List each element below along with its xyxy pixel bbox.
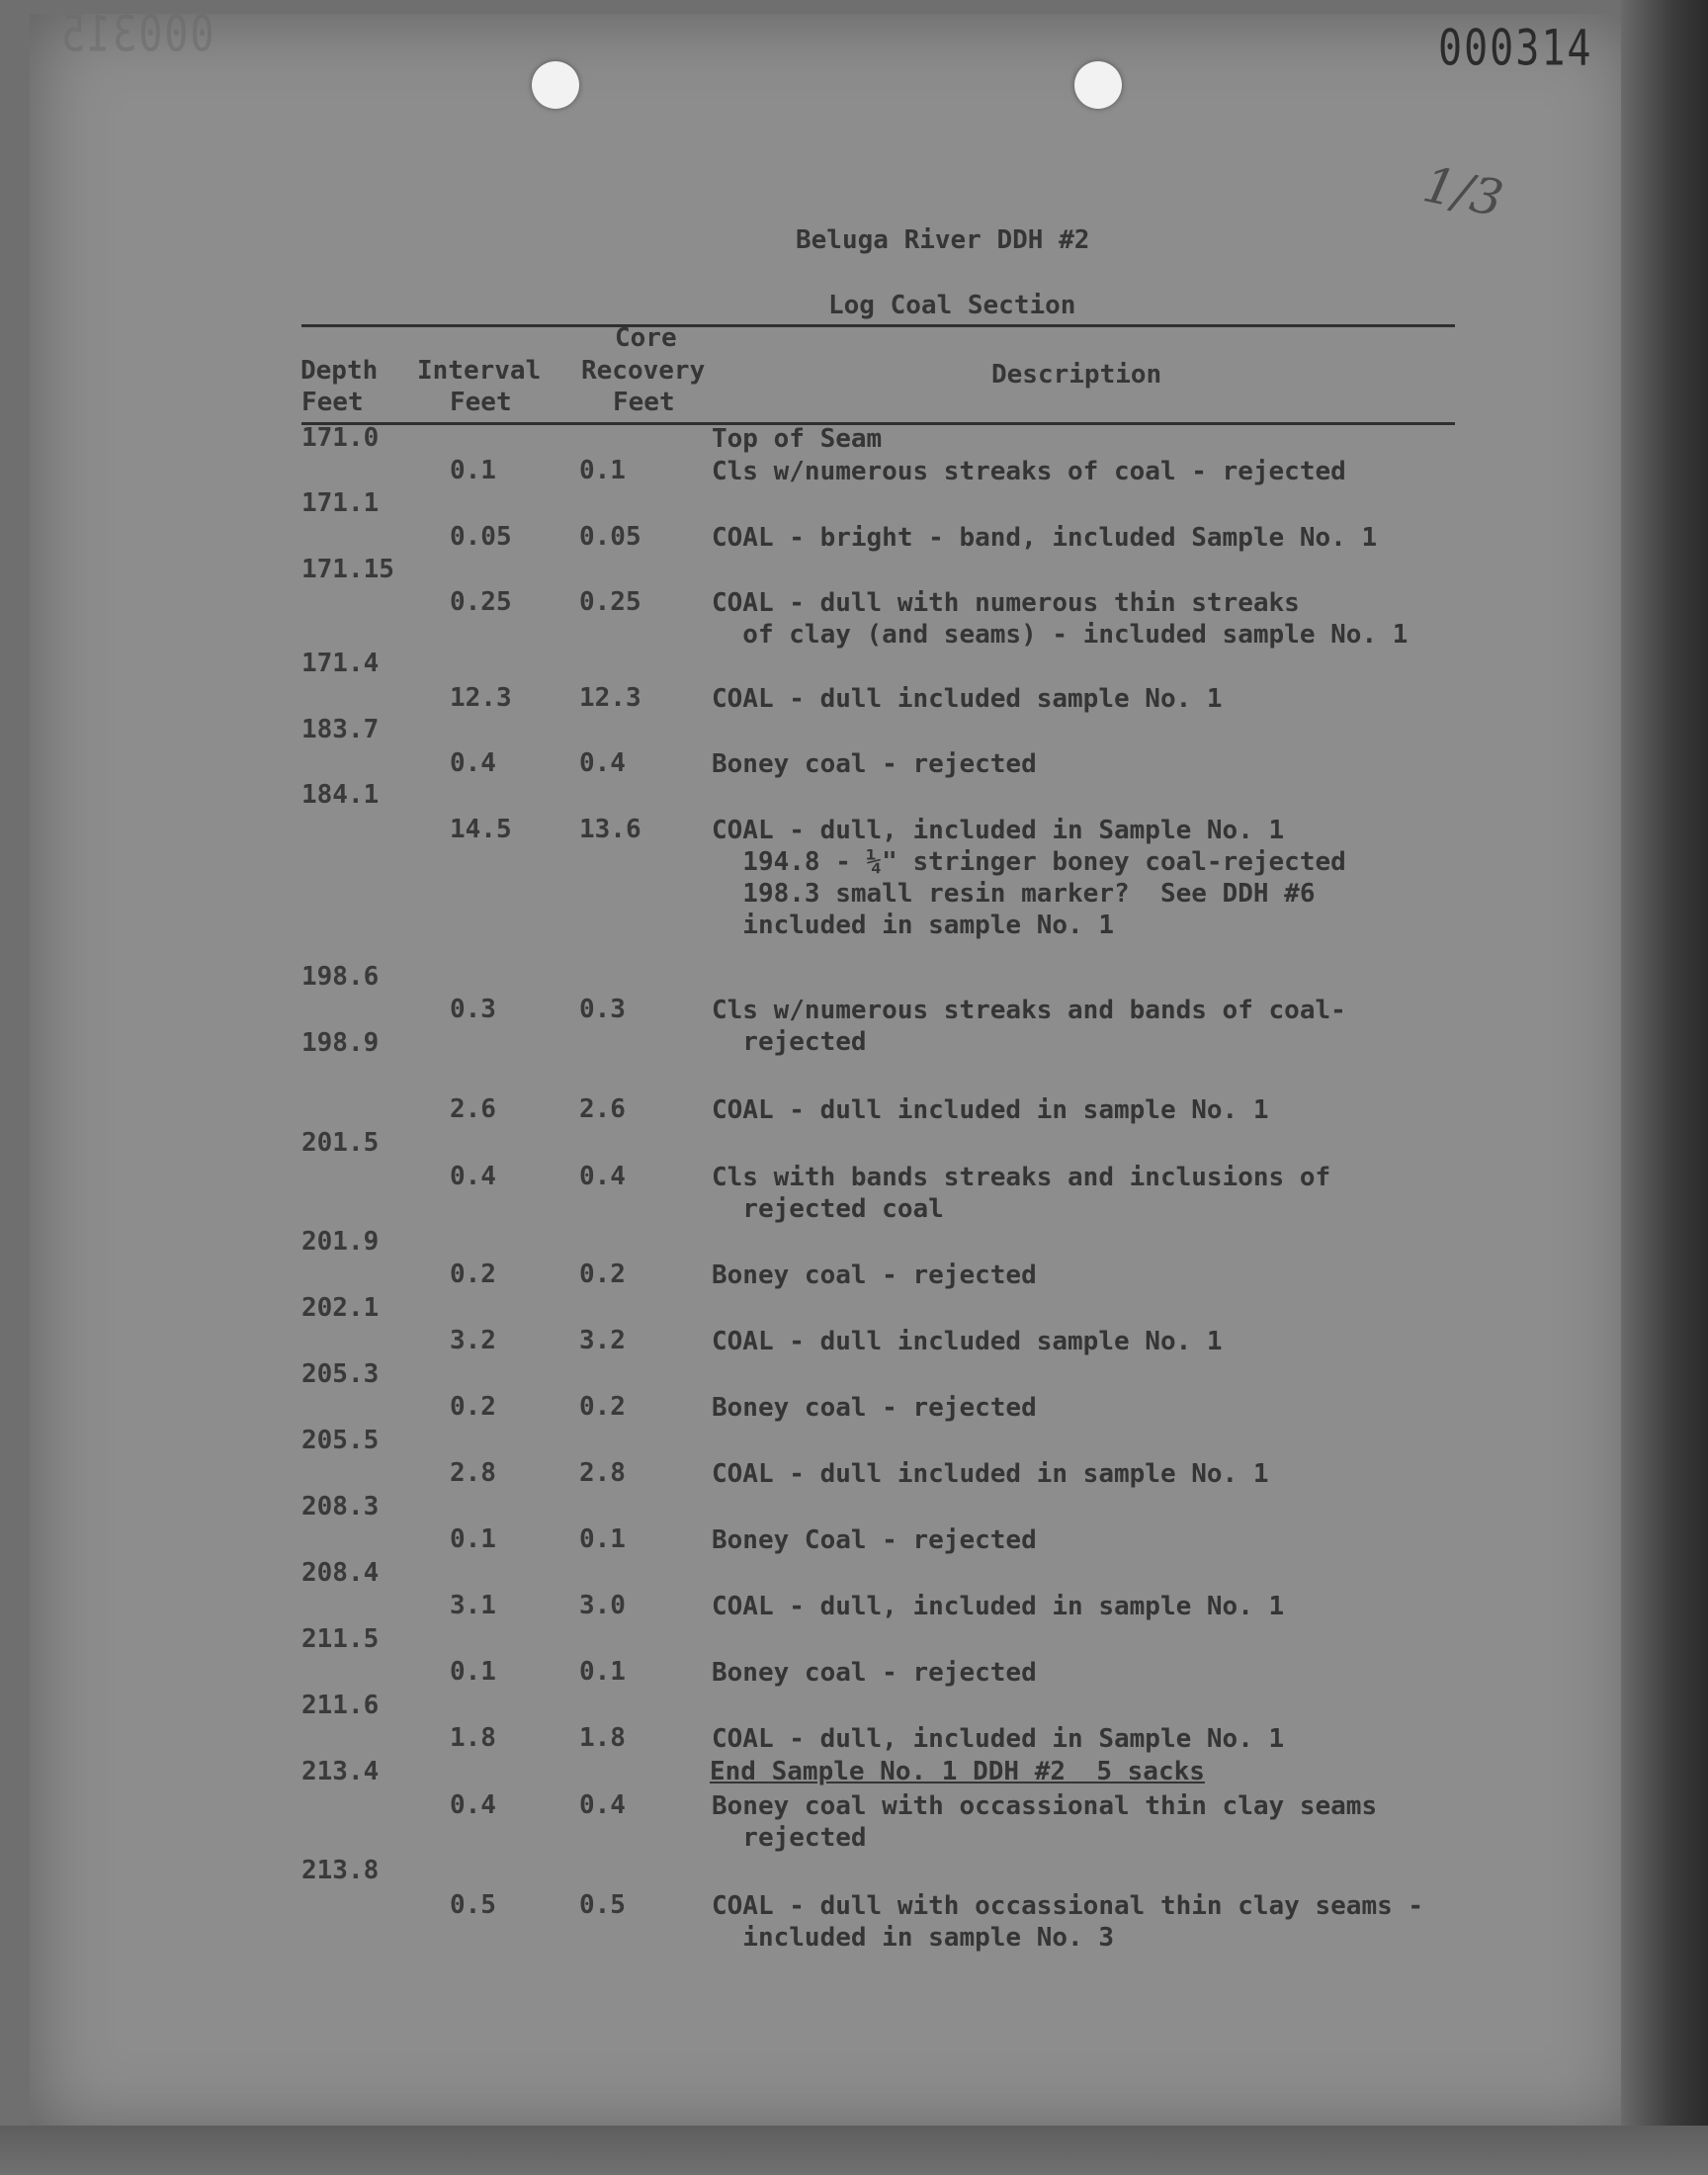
core-recovery-value: 1.8 — [579, 1723, 626, 1753]
description-text: Top of Seam — [712, 424, 883, 454]
description-text: Boney coal - rejected — [712, 1261, 1037, 1290]
depth-value: 171.4 — [301, 649, 380, 678]
core-recovery-value: 0.4 — [579, 1790, 626, 1820]
depth-value: 198.9 — [301, 1028, 380, 1058]
description-text: Boney coal - rejected — [712, 1658, 1037, 1688]
depth-value: 211.5 — [301, 1624, 380, 1654]
doc-number-stamp: 000314 — [1438, 20, 1593, 77]
core-recovery-value: 0.1 — [579, 1657, 626, 1687]
description-text: COAL - dull included sample No. 1 — [712, 1327, 1223, 1356]
core-recovery-value: 2.6 — [579, 1094, 626, 1124]
core-recovery-value: 0.05 — [579, 522, 641, 552]
core-recovery-value: 0.4 — [579, 1162, 626, 1191]
core-recovery-value: 3.0 — [579, 1591, 626, 1620]
core-recovery-value: 0.5 — [579, 1890, 626, 1920]
interval-value: 3.1 — [450, 1591, 496, 1620]
depth-value: 183.7 — [301, 715, 380, 744]
depth-value: 208.4 — [301, 1558, 380, 1588]
header-description: Description — [991, 360, 1162, 390]
core-recovery-value: 3.2 — [579, 1326, 626, 1355]
interval-value: 14.5 — [450, 815, 512, 844]
page-edge-shadow — [1621, 0, 1708, 2175]
depth-value: 205.3 — [301, 1359, 380, 1389]
description-text: Cls with bands streaks and inclusions of rejected coal — [712, 1163, 1331, 1224]
depth-value: 171.0 — [301, 423, 380, 453]
depth-value: 171.15 — [301, 555, 394, 584]
depth-value: 208.3 — [301, 1492, 380, 1522]
depth-value: 198.6 — [301, 962, 380, 992]
interval-value: 0.5 — [450, 1890, 496, 1920]
interval-value: 0.1 — [450, 1657, 496, 1687]
description-text: Boney coal - rejected — [712, 749, 1037, 779]
description-text: COAL - dull, included in Sample No. 1 — [712, 1724, 1285, 1754]
core-recovery-value: 0.1 — [579, 456, 626, 485]
core-recovery-value: 0.3 — [579, 995, 626, 1024]
description-text: COAL - dull with numerous thin streaks of clay (and seams) - included sample No. 1 — [712, 588, 1409, 650]
depth-value: 205.5 — [301, 1426, 380, 1455]
depth-value: 213.8 — [301, 1856, 380, 1885]
depth-value: 202.1 — [301, 1293, 380, 1323]
interval-value: 2.8 — [450, 1458, 496, 1488]
description-text: Cls w/numerous streaks and bands of coal- rejected — [712, 996, 1346, 1057]
header-core: Core — [615, 323, 677, 353]
header-recovery: Recovery — [581, 356, 706, 386]
section-subtitle: Log Coal Section — [828, 291, 1076, 320]
depth-value: 211.6 — [301, 1691, 380, 1720]
interval-value: 0.4 — [450, 1790, 496, 1820]
depth-value: 201.5 — [301, 1128, 380, 1158]
header-core-unit: Feet — [613, 388, 675, 417]
depth-value: 201.9 — [301, 1227, 380, 1257]
header-top-rule — [301, 324, 1455, 327]
interval-value: 0.1 — [450, 456, 496, 485]
core-recovery-value: 0.2 — [579, 1392, 626, 1422]
interval-value: 0.25 — [450, 587, 512, 617]
punch-hole-left — [532, 61, 579, 109]
interval-value: 0.1 — [450, 1524, 496, 1554]
interval-value: 2.6 — [450, 1094, 496, 1124]
ghost-doc-number: 000315 — [59, 6, 214, 63]
core-recovery-value: 0.4 — [579, 748, 626, 778]
interval-value: 0.2 — [450, 1260, 496, 1289]
description-text: COAL - dull included sample No. 1 — [712, 684, 1223, 714]
interval-value: 0.4 — [450, 748, 496, 778]
core-recovery-value: 12.3 — [579, 683, 641, 713]
description-text: Boney coal with occassional thin clay seams rejected — [712, 1791, 1378, 1853]
interval-value: 0.3 — [450, 995, 496, 1024]
handwritten-note: 1/3 — [1417, 155, 1508, 228]
description-text: COAL - bright - band, included Sample No. 1 — [712, 523, 1378, 553]
interval-value: 3.2 — [450, 1326, 496, 1355]
description-text: Boney Coal - rejected — [712, 1525, 1037, 1555]
end-sample-note: End Sample No. 1 DDH #2 5 sacks — [710, 1757, 1205, 1786]
core-recovery-value: 0.1 — [579, 1524, 626, 1554]
interval-value: 0.4 — [450, 1162, 496, 1191]
depth-value: 184.1 — [301, 780, 380, 810]
depth-value: 213.4 — [301, 1757, 380, 1786]
core-recovery-value: 13.6 — [579, 815, 641, 844]
core-recovery-value: 2.8 — [579, 1458, 626, 1488]
interval-value: 12.3 — [450, 683, 512, 713]
description-text: COAL - dull included in sample No. 1 — [712, 1095, 1269, 1125]
description-text: COAL - dull, included in Sample No. 1 194.8 - ¼" stringer boney coal-rejected 198.3 small resin marker? See DDH #6 included in sample No. 1 — [712, 816, 1346, 940]
core-recovery-value: 0.25 — [579, 587, 641, 617]
punch-hole-right — [1074, 61, 1122, 109]
description-text: Cls w/numerous streaks of coal - rejected — [712, 457, 1346, 486]
document-title: Beluga River DDH #2 — [796, 225, 1090, 255]
header-depth-unit: Feet — [301, 388, 364, 417]
description-text: COAL - dull with occassional thin clay seams - included in sample No. 3 — [712, 1891, 1424, 1953]
description-text: COAL - dull, included in sample No. 1 — [712, 1592, 1285, 1621]
interval-value: 1.8 — [450, 1723, 496, 1753]
page-bottom-edge — [0, 2126, 1708, 2175]
header-interval-unit: Feet — [450, 388, 512, 417]
header-interval: Interval — [417, 356, 542, 386]
description-text: COAL - dull included in sample No. 1 — [712, 1459, 1269, 1489]
interval-value: 0.05 — [450, 522, 512, 552]
depth-value: 171.1 — [301, 488, 380, 518]
header-depth: Depth — [300, 356, 379, 386]
description-text: Boney coal - rejected — [712, 1393, 1037, 1423]
core-recovery-value: 0.2 — [579, 1260, 626, 1289]
interval-value: 0.2 — [450, 1392, 496, 1422]
